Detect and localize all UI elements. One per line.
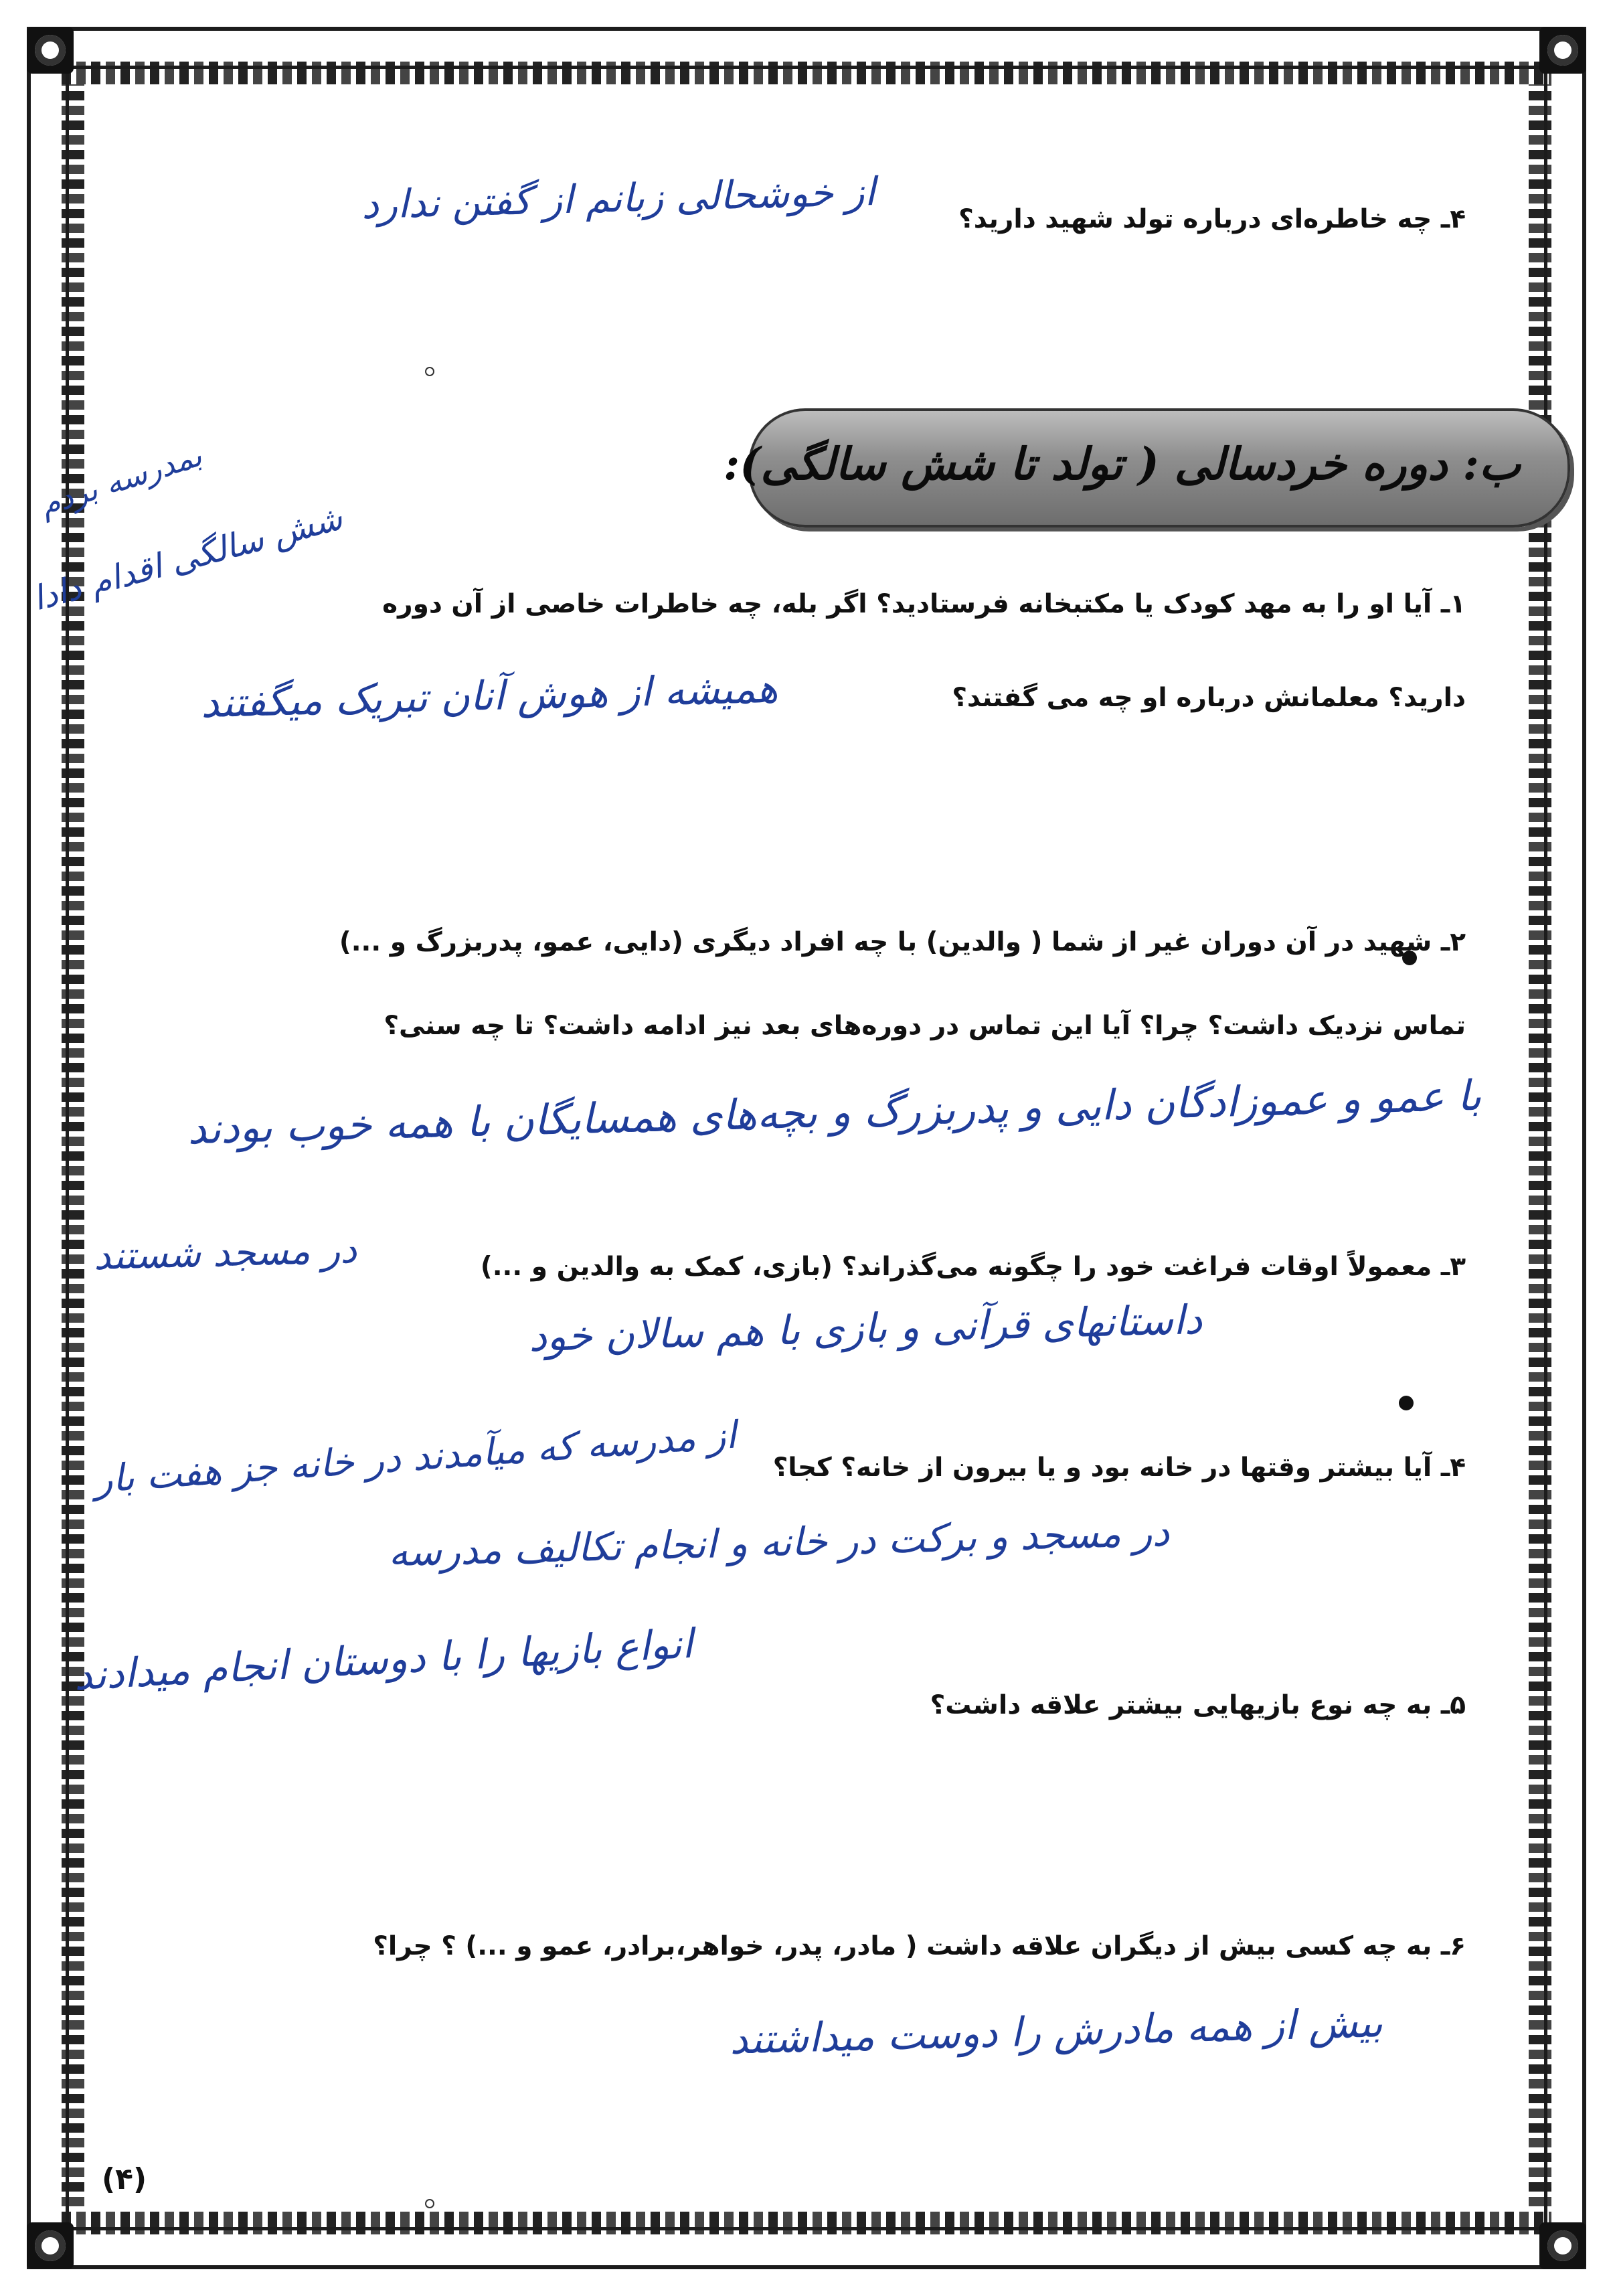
margin-note-line-1: بمدرسه بردم xyxy=(35,436,206,523)
question-4-home-or-outside: ۴ـ آیا بیشتر وقتها در خانه بود و یا بیرون از خانه؟ کجا؟ xyxy=(772,1453,1466,1483)
answer-6: بیش از همه مادرش را دوست میداشتند xyxy=(729,1999,1383,2064)
section-title: ب: دوره خردسالی ( تولد تا شش سالگی): xyxy=(723,438,1521,490)
answer-3-line-2: داستانهای قرآنی و بازی با هم سالان خود xyxy=(528,1296,1203,1362)
question-1-line-1: ۱ـ آیا او را به مهد کودک یا مکتبخانه فرستادید؟ اگر بله، چه خاطرات خاصی از آن دوره xyxy=(382,589,1466,619)
page-number: (۴) xyxy=(102,2162,147,2196)
answer-4-birth-memory: از خوشحالی زبانم از گفتن ندارد xyxy=(361,168,876,228)
answer-4-line-2: در مسجد و برکت در خانه و انجام تکالیف مدرسه xyxy=(388,1509,1171,1576)
corner-ornament-top-left xyxy=(27,27,74,74)
scan-speck xyxy=(425,367,434,376)
page-content xyxy=(28,0,1521,2296)
corner-ornament-bottom-right xyxy=(1539,2222,1586,2269)
question-3: ۳ـ معمولاً اوقات فراغت خود را چگونه می‌گذراند؟ (بازی، کمک به والدین و ...) xyxy=(480,1252,1466,1282)
question-1-line-2: دارید؟ معلمانش درباره او چه می گفتند؟ xyxy=(952,683,1466,713)
section-header-banner xyxy=(723,408,1570,527)
corner-ornament-bottom-left xyxy=(27,2222,74,2269)
answer-5: انواع بازیها را با دوستان انجام میدادند xyxy=(72,1620,694,1700)
answer-1: همیشه از هوش آنان تبریک میگفتند xyxy=(200,665,779,728)
answer-4-line-1: از مدرسه که میآمدند در خانه جز هفت بار xyxy=(92,1413,738,1502)
question-2-line-2: تماس نزدیک داشت؟ چرا؟ آیا این تماس در دوره‌های بعد نیز ادامه داشت؟ تا چه سنی؟ xyxy=(384,1011,1466,1041)
question-4-birth-memory: ۴ـ چه خاطره‌ای درباره تولد شهید دارید؟ xyxy=(958,204,1466,234)
margin-note-line-2: شش سالگی اقدام دادا xyxy=(28,498,347,619)
scan-speck xyxy=(425,2199,434,2208)
bullet-dot xyxy=(1399,1396,1414,1410)
question-2-line-1: ۲ـ شهید در آن دوران غیر از شما ( والدین) با چه افراد دیگری (دایی، عمو، پدربزرگ و ...) xyxy=(339,927,1466,957)
answer-2: با عمو و عموزادگان دایی و پدربزرگ و بچه‌های همسایگان با همه خوب بودند xyxy=(187,1070,1482,1154)
question-5: ۵ـ به چه نوع بازیهایی بیشتر علاقه داشت؟ xyxy=(930,1690,1466,1720)
question-6: ۶ـ به چه کسی بیش از دیگران علاقه داشت ( مادر، پدر، خواهر،برادر، عمو و ...) ؟ چرا؟ xyxy=(373,1931,1466,1961)
answer-3-line-1: در مسجد شستند xyxy=(93,1228,357,1279)
corner-ornament-top-right xyxy=(1539,27,1586,74)
